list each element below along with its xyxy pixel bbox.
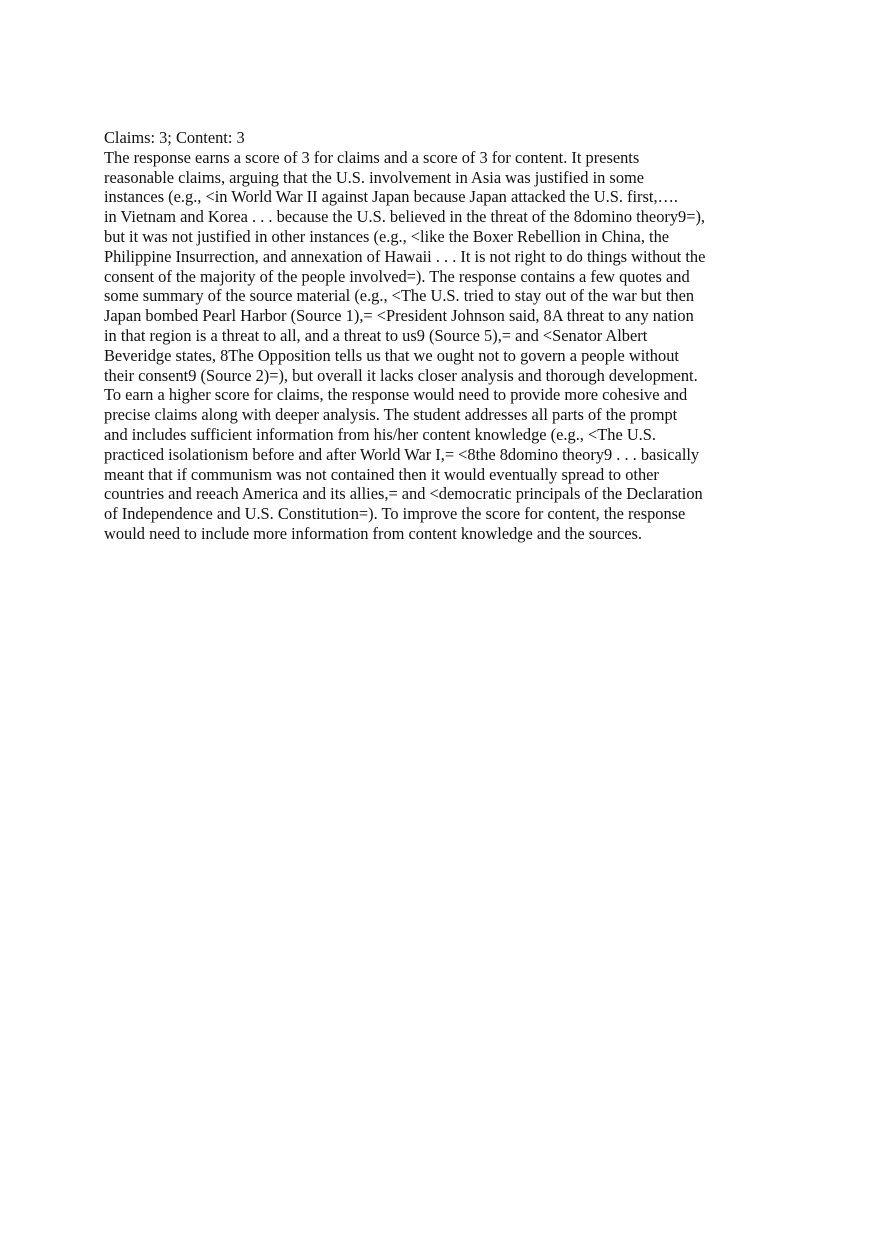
commentary-line: instances (e.g., <in World War II against Japan because Japan attacked the U.S. first,…. xyxy=(104,187,679,207)
commentary-line: The response earns a score of 3 for claims and a score of 3 for content. It presents xyxy=(104,147,640,167)
commentary-line: in that region is a threat to all, and a threat to us9 (Source 5),= and <Senator Albert xyxy=(104,325,648,345)
commentary-line: and includes sufficient information from his/her content knowledge (e.g., <The U.S. xyxy=(104,424,656,444)
commentary-line: Philippine Insurrection, and annexation of Hawaii . . . It is not right to do things without the xyxy=(104,246,706,266)
commentary-line: countries and reeach America and its allies,= and <democratic principals of the Declaration xyxy=(104,484,703,504)
commentary-line: practiced isolationism before and after World War I,= <8the 8domino theory9 . . . basically xyxy=(104,444,700,464)
commentary-line: some summary of the source material (e.g., <The U.S. tried to stay out of the war but then xyxy=(104,286,695,306)
commentary-line: Japan bombed Pearl Harbor (Source 1),= <President Johnson said, 8A threat to any nation xyxy=(104,306,694,326)
commentary-line: would need to include more information from content knowledge and the sources. xyxy=(104,523,643,543)
scoring-commentary xyxy=(104,128,764,544)
commentary-line: precise claims along with deeper analysis. The student addresses all parts of the prompt xyxy=(104,405,678,425)
score-heading: Claims: 3; Content: 3 xyxy=(104,128,245,147)
commentary-line: To earn a higher score for claims, the response would need to provide more cohesive and xyxy=(104,385,688,405)
commentary-line: reasonable claims, arguing that the U.S. involvement in Asia was justified in some xyxy=(104,167,645,187)
commentary-line: consent of the majority of the people involved=). The response contains a few quotes and xyxy=(104,266,690,286)
commentary-line: their consent9 (Source 2)=), but overall it lacks closer analysis and thorough development. xyxy=(104,365,698,385)
commentary-line: in Vietnam and Korea . . . because the U.S. believed in the threat of the 8domino theory9=), xyxy=(104,207,706,227)
commentary-line: Beveridge states, 8The Opposition tells us that we ought not to govern a people without xyxy=(104,345,679,365)
commentary-line: meant that if communism was not contained then it would eventually spread to other xyxy=(104,464,659,484)
commentary-line: of Independence and U.S. Constitution=). To improve the score for content, the response xyxy=(104,504,686,524)
commentary-line: but it was not justified in other instances (e.g., <like the Boxer Rebellion in China, the xyxy=(104,226,670,246)
